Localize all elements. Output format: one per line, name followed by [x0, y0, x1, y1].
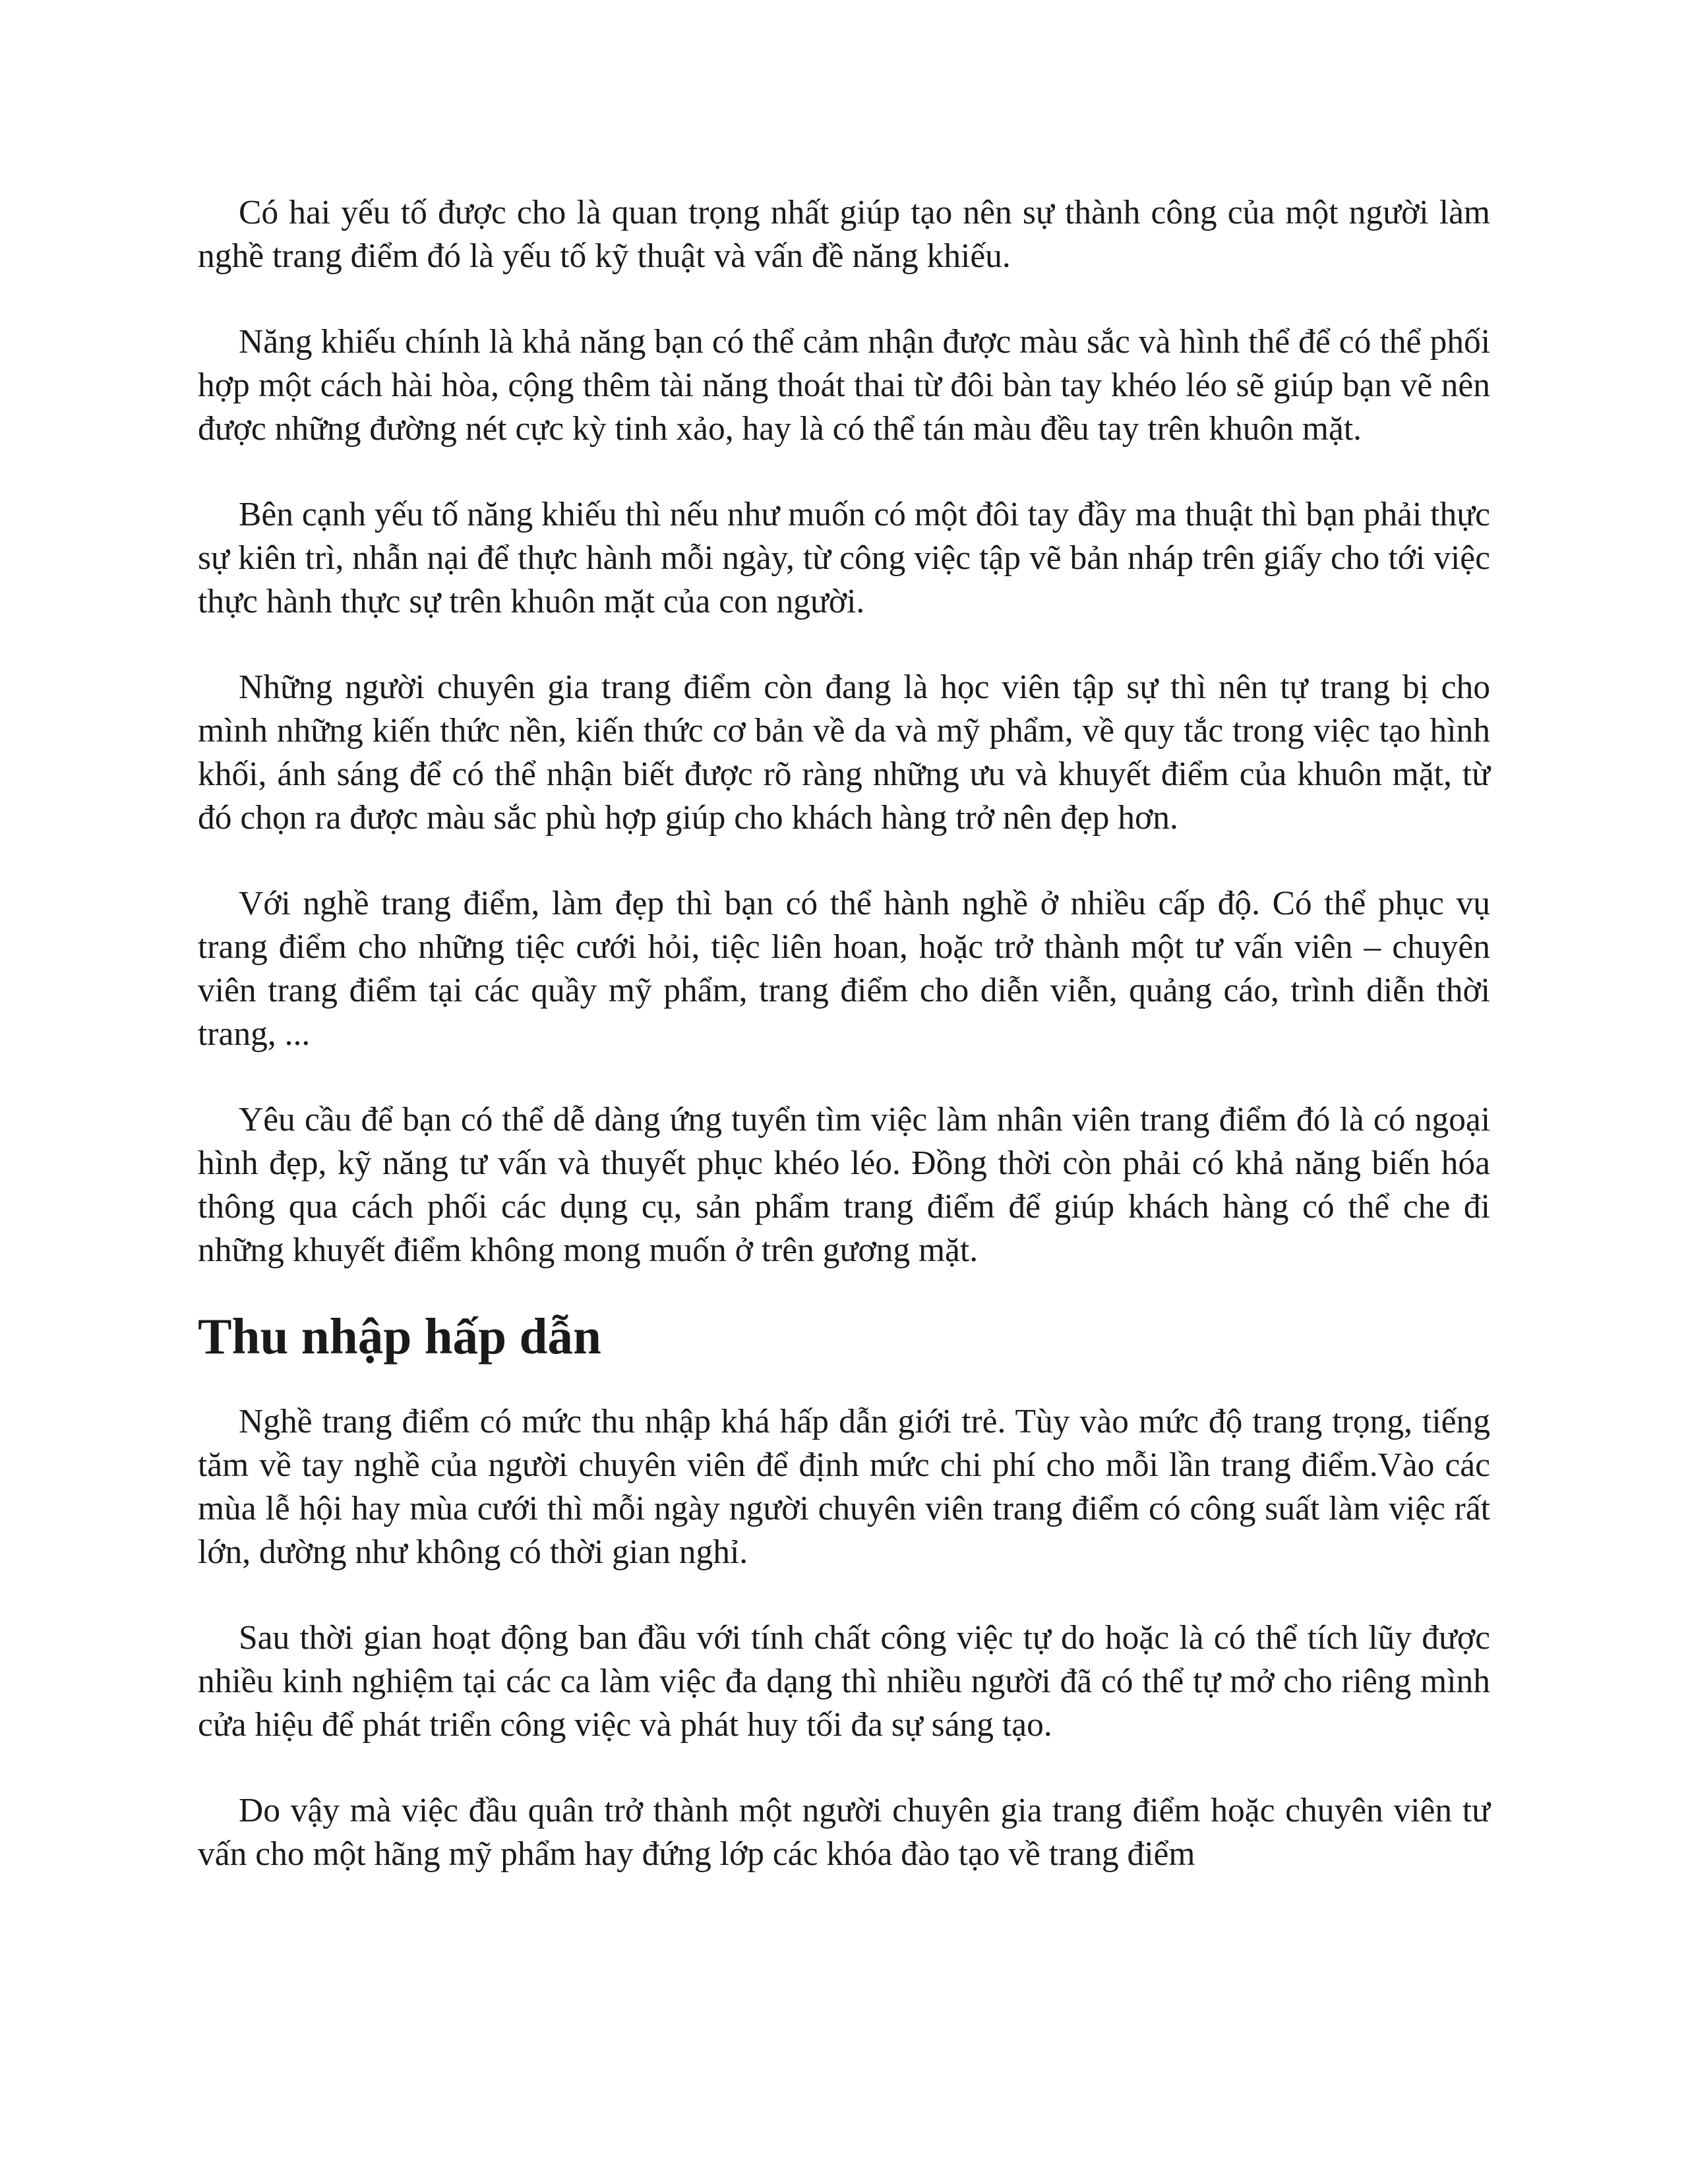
paragraph-8: Sau thời gian hoạt động ban đầu với tính chất công việc tự do hoặc là có thể tích lũy được nhiều kinh nghiệm tại các ca làm việc đa dạng thì nhiều người đã có thể tự mở cho riêng mình cửa hiệu để phát triển công việc và phát huy tối đa sự sáng tạo. — [198, 1619, 1490, 1744]
paragraph-9: Do vậy mà việc đầu quân trở thành một người chuyên gia trang điểm hoặc chuyên viên tư vấn cho một hãng mỹ phẩm hay đứng lớp các khóa đào tạo về trang điểm — [198, 1792, 1490, 1873]
paragraph-6: Yêu cầu để bạn có thể dễ dàng ứng tuyển tìm việc làm nhân viên trang điểm đó là có ngoại hình đẹp, kỹ năng tư vấn và thuyết phục khéo léo. Đồng thời còn phải có khả năng biến hóa thông qua cách phối các dụng cụ, sản phẩm trang điểm để giúp khách hàng có thể che đi những khuyết điểm không mong muốn ở trên gương mặt. — [198, 1101, 1490, 1269]
paragraph-7: Nghề trang điểm có mức thu nhập khá hấp dẫn giới trẻ. Tùy vào mức độ trang trọng, tiếng tăm về tay nghề của người chuyên viên để định mức chi phí cho mỗi lần trang điểm.Vào các mùa lễ hội hay mùa cưới thì mỗi ngày người chuyên viên trang điểm có công suất làm việc rất lớn, dường như không có thời gian nghỉ. — [198, 1403, 1490, 1571]
paragraph-4: Những người chuyên gia trang điểm còn đang là học viên tập sự thì nên tự trang bị cho mình những kiến thức nền, kiến thức cơ bản về da và mỹ phẩm, về quy tắc trong việc tạo hình khối, ánh sáng để có thể nhận biết được rõ ràng những ưu và khuyết điểm của khuôn mặt, từ đó chọn ra được màu sắc phù hợp giúp cho khách hàng trở nên đẹp hơn. — [198, 668, 1490, 837]
paragraph-1: Có hai yếu tố được cho là quan trọng nhất giúp tạo nên sự thành công của một người làm nghề trang điểm đó là yếu tố kỹ thuật và vấn đề năng khiếu. — [198, 194, 1490, 275]
paragraph-2: Năng khiếu chính là khả năng bạn có thể cảm nhận được màu sắc và hình thể để có thể phối hợp một cách hài hòa, cộng thêm tài năng thoát thai từ đôi bàn tay khéo léo sẽ giúp bạn vẽ nên được những đường nét cực kỳ tinh xảo, hay là có thể tán màu đều tay trên khuôn mặt. — [198, 323, 1490, 448]
section-heading: Thu nhập hấp dẫn — [198, 1308, 602, 1365]
paragraph-3: Bên cạnh yếu tố năng khiếu thì nếu như muốn có một đôi tay đầy ma thuật thì bạn phải thực sự kiên trì, nhẫn nại để thực hành mỗi ngày, từ công việc tập vẽ bản nháp trên giấy cho tới việc thực hành thực sự trên khuôn mặt của con người. — [198, 496, 1490, 620]
paragraph-5: Với nghề trang điểm, làm đẹp thì bạn có thể hành nghề ở nhiều cấp độ. Có thể phục vụ trang điểm cho những tiệc cưới hỏi, tiệc liên hoan, hoặc trở thành một tư vấn viên – chuyên viên trang điểm tại các quầy mỹ phẩm, trang điểm cho diễn viễn, quảng cáo, trình diễn thời trang, ... — [198, 885, 1490, 1053]
document-page — [198, 191, 1490, 1876]
